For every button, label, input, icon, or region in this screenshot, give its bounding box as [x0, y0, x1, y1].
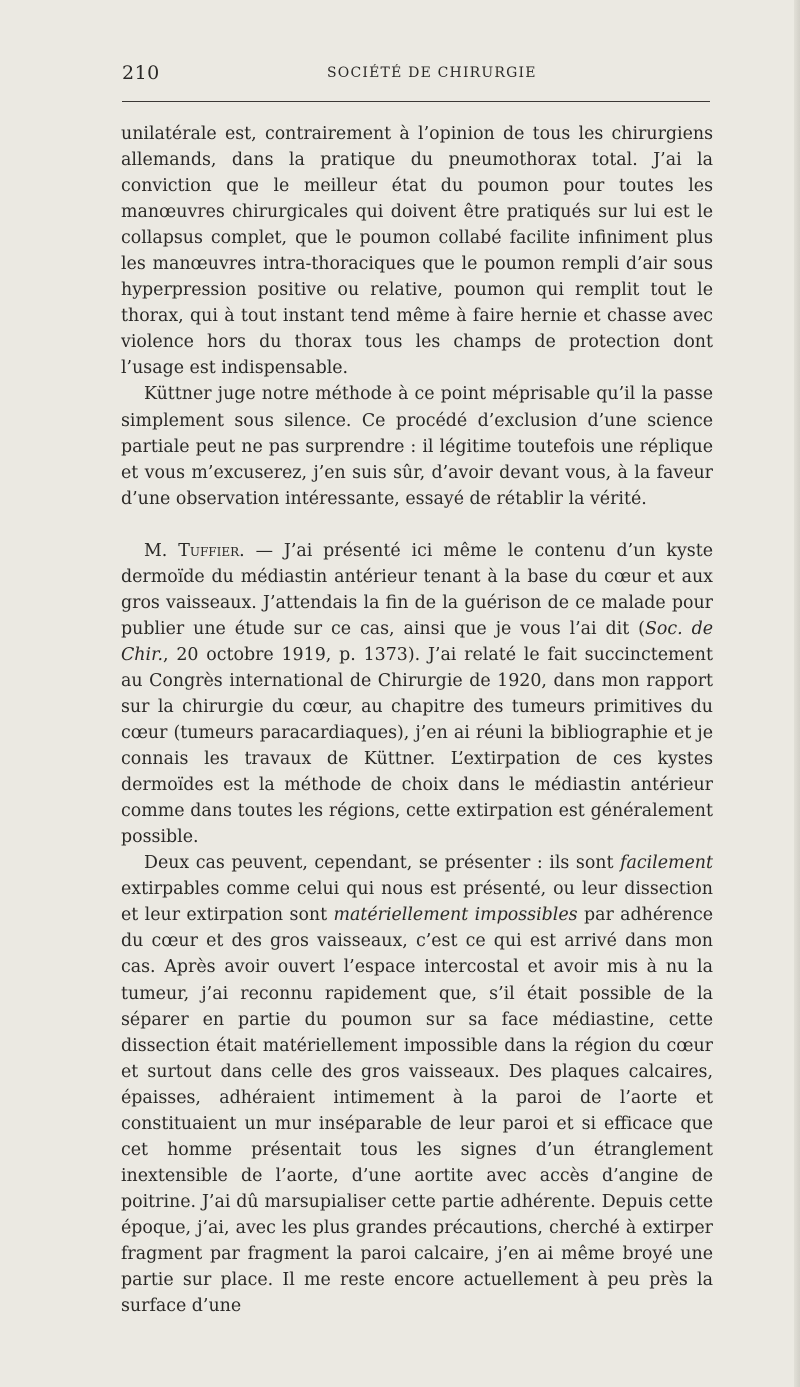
paragraph-3-text-a: . — J’ai présenté ici même le contenu d’un kyste dermoïde du médiastin antérieur tenant à la base du cœur et aux gros vaisseaux. J’attendais la fin de la guérison de ce malade pour publier une étude sur ce cas, ainsi que je vous l’ai dit (: [121, 540, 713, 639]
paragraph-4-text-b: extirpables comme celui qui nous est présenté, ou leur dissection et leur extirpation sont: [121, 879, 713, 926]
running-title: SOCIÉTÉ DE CHIRURGIE: [327, 65, 537, 81]
page-edge-shadow: [794, 0, 800, 1387]
paragraph-4: [121, 850, 713, 1319]
paragraph-2: Küttner juge notre méthode à ce point méprisable qu’il la passe simplement sous silence. Ce procédé d’exclusion d’une science partiale peut ne pas surprendre : il légitime toutefois une réplique et vous m’excuserez, j’en suis sûr, d’avoir devant vous, à la faveur d’une observation intéressante, essayé de rétablir la vérité.: [121, 384, 713, 509]
body-text: [121, 121, 713, 1319]
paragraph-1: unilatérale est, contrairement à l’opinion de tous les chirurgiens allemands, dans la pratique du pneumothorax total. J’ai la conviction que le meilleur état du poumon pour toutes les manœuvres chirurgicales qui doivent être pratiqués sur lui est le collapsus complet, que le poumon collabé facilite infiniment plus les manœuvres intra-thoraciques que le poumon rempli d’air sous hyperpression positive ou relative, poumon qui remplit tout le thorax, qui à tout instant tend même à faire hernie et chasse avec violence hors du thorax tous les champs de protection dont l’usage est indispensable.: [121, 124, 713, 379]
speaker-prefix: M.: [144, 540, 179, 561]
page-number: 210: [122, 62, 160, 84]
paragraph-4-text-a: Deux cas peuvent, cependant, se présenter : ils sont: [144, 853, 621, 874]
paragraph-4-text-c: par adhérence du cœur et des gros vaisseaux, c’est ce qui est arrivé dans mon cas. Après avoir ouvert l’espace intercostal et avoir mis à nu la tumeur, j’ai reconnu rapidement que, s’il était possible de la séparer en partie du poumon sur sa face médiastine, cette dissection était matériellement impossible dans la région du cœur et surtout dans celle des gros vaisseaux. Des plaques calcaires, épaisses, adhéraient intimement à la paroi de l’aorte et constituaient un mur inséparable de leur paroi et si efficace que cet homme présentait tous les signes d’un étranglement inextensible de l’aorte, d’une aortite avec accès d’angine de poitrine. J’ai dû marsupialiser cette partie adhérente. Depuis cette époque, j’ai, avec les plus grandes précautions, cherché à extirper fragment par fragment la paroi calcaire, j’en ai même broyé une partie sur place. Il me reste encore actuellement à peu près la surface d’une: [121, 905, 714, 1317]
emphasis-facilement: facilement: [620, 853, 713, 874]
paragraph-3: [121, 538, 713, 851]
header-rule: [122, 101, 710, 102]
emphasis-impossibles: matériellement impossibles: [333, 905, 578, 926]
speaker-name: Tuffier: [178, 540, 240, 561]
citation: Soc. de Chir.: [121, 618, 713, 665]
page-header: [122, 62, 712, 86]
paragraph-3-text-b: , 20 octobre 1919, p. 1373). J’ai relaté le fait succinctement au Congrès international de Chirurgie de 1920, dans mon rapport sur la chirurgie du cœur, au chapitre des tumeurs primitives du cœur (tumeurs paracardiaques), j’en ai réuni la bibliographie et je connais les travaux de Küttner. L’extirpation de ces kystes dermoïdes est la méthode de choix dans le médiastin antérieur comme dans toutes les régions, cette extirpation est généralement possible.: [121, 644, 713, 848]
